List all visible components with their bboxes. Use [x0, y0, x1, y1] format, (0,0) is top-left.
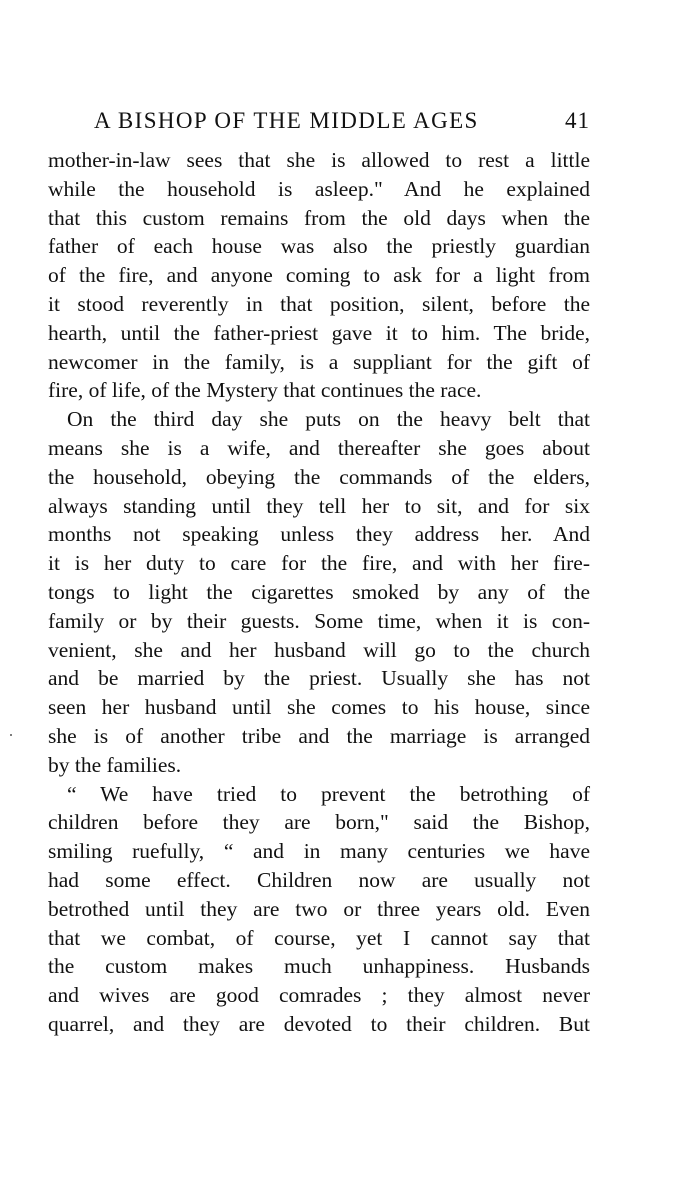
- text-line: and wives are good comrades ; they almost never: [48, 983, 590, 1008]
- paragraph-start: “ We have tried to prevent the betrothing of: [67, 781, 590, 806]
- text-line: children before they are born," said the Bishop,: [48, 810, 590, 835]
- text-line: the custom makes much unhappiness. Husbands: [48, 954, 590, 979]
- text-line: had some effect. Children now are usually not: [48, 867, 590, 892]
- running-head: [94, 104, 590, 138]
- text-line: of the fire, and anyone coming to ask for a light from: [48, 263, 590, 288]
- text-line: by the families.: [48, 752, 182, 777]
- text-line: smiling ruefully, “ and in many centuries we have: [48, 839, 590, 864]
- text-line: family or by their guests. Some time, when it is con-: [48, 608, 590, 633]
- page-number: 41: [565, 108, 590, 133]
- text-line: quarrel, and they are devoted to their children. But: [48, 1011, 590, 1036]
- text-line: always standing until they tell her to sit, and for six: [48, 493, 590, 518]
- text-line: and be married by the priest. Usually she has not: [48, 666, 590, 691]
- text-line: venient, she and her husband will go to the church: [48, 637, 590, 662]
- text-line: it stood reverently in that position, silent, before the: [48, 291, 590, 316]
- body-text: [48, 146, 590, 1039]
- text-line: the household, obeying the commands of the elders,: [48, 464, 590, 489]
- text-line: betrothed until they are two or three years old. Even: [48, 896, 590, 921]
- text-line: that we combat, of course, yet I cannot say that: [48, 925, 590, 950]
- text-line: she is of another tribe and the marriage is arranged: [48, 723, 590, 748]
- text-line: hearth, until the father-priest gave it to him. The bride,: [48, 320, 590, 345]
- text-line: seen her husband until she comes to his house, since: [48, 695, 590, 720]
- text-line: fire, of life, of the Mystery that continues the race.: [48, 378, 482, 403]
- text-line: means she is a wife, and thereafter she goes about: [48, 435, 590, 460]
- text-line: it is her duty to care for the fire, and with her fire-: [48, 551, 590, 576]
- text-line: father of each house was also the priestly guardian: [48, 234, 590, 259]
- text-line: newcomer in the family, is a suppliant for the gift of: [48, 349, 590, 374]
- running-title: A BISHOP OF THE MIDDLE AGES: [94, 108, 479, 133]
- text-line: that this custom remains from the old days when the: [48, 205, 590, 230]
- text-line: mother-in-law sees that she is allowed to rest a little: [48, 148, 590, 172]
- margin-speck: [10, 734, 12, 736]
- text-line: while the household is asleep." And he explained: [48, 176, 590, 201]
- paragraph-start: On the third day she puts on the heavy belt that: [67, 407, 590, 432]
- text-line: months not speaking unless they address her. And: [48, 522, 590, 547]
- text-line: tongs to light the cigarettes smoked by any of the: [48, 579, 590, 604]
